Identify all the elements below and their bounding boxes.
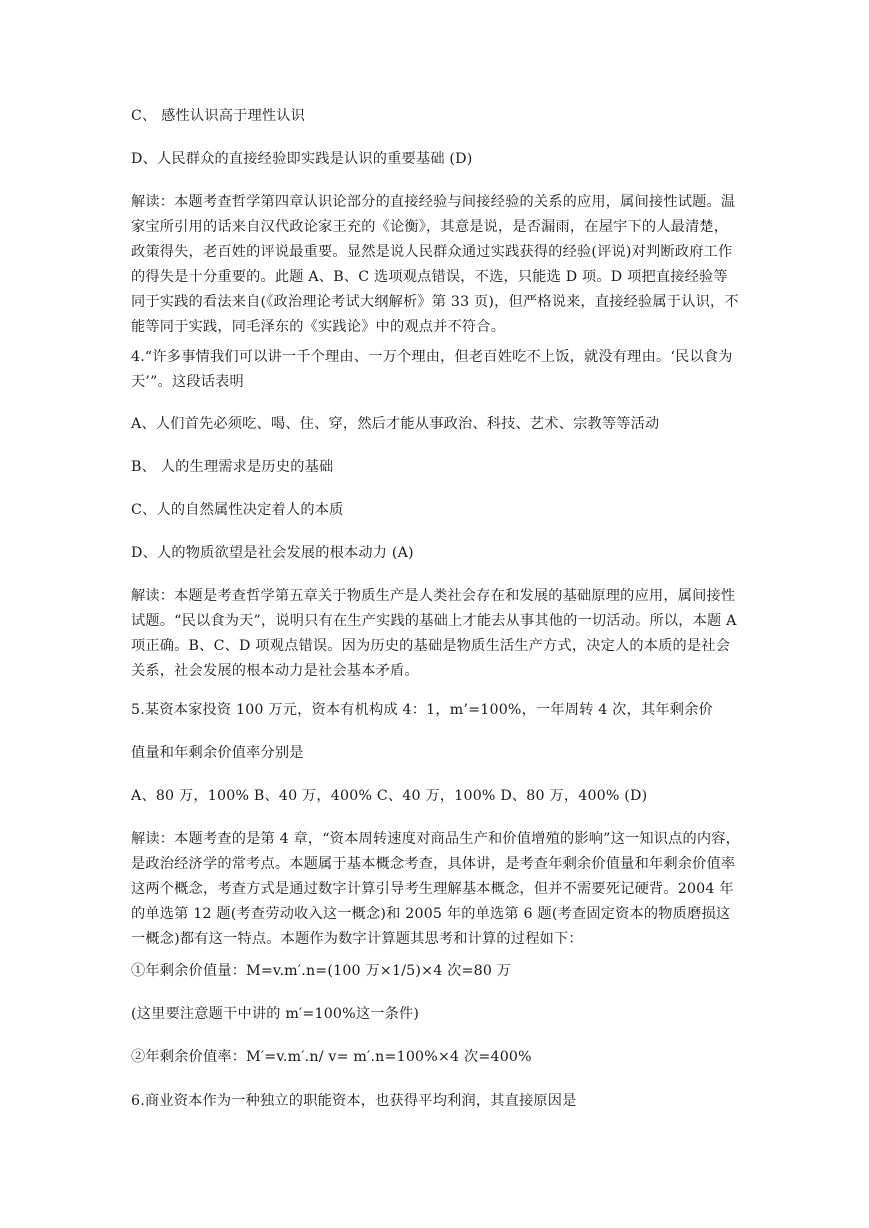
calc-step-2: ②年剩余价值率：M′=v.m′.n/ v= m′.n=100%×4 次=400%	[131, 1049, 532, 1065]
option-b-q4: B、 人的生理需求是历史的基础	[131, 459, 334, 475]
explanation-q3: 解读：本题考查哲学第四章认识论部分的直接经验与间接经验的关系的应用，属间接性试题。温家宝所引用的话来自汉代政论家王充的《论衡》，其意是说，是否漏雨，在屋宇下的人最清楚，政策得失，老百姓的评说最重要。显然是说人民群众通过实践获得的经验(评说)对判断政府工作的得失是十分重要的。此题 A、B、C 选项观点错误，不选，只能选 D 项。D 项把直接经验等同于实践的看法来自(《政治理论考试大纲解析》第 33 页)，但严格说来，直接经验属于认识，不能等同于实践，同毛泽东的《实践论》中的观点并不符合。	[131, 194, 739, 335]
option-d-q3: D、人民群众的直接经验即实践是认识的重要基础 (D)	[131, 151, 473, 167]
question-6: 6.商业资本作为一种独立的职能资本，也获得平均利润，其直接原因是	[131, 1093, 577, 1109]
question-5-line1: 5.某资本家投资 100 万元，资本有机构成 4：1，m’=100%，一年周转 4 次，其年剩余价	[131, 702, 713, 718]
explanation-q5: 解读：本题考查的是第 4 章，“资本周转速度对商品生产和价值增殖的影响”这一知识点的内容，是政治经济学的常考点。本题属于基本概念考查，具体讲，是考查年剩余价值量和年剩余价值率这两个概念，考查方式是通过数字计算引导考生理解基本概念，但并不需要死记硬背。2004 年的单选第 12 题(考查劳动收入这一概念)和 2005 年的单选第 6 题(考查固定资本的物质磨损这一概念)都有这一特点。本题作为数字计算题其思考和计算的过程如下：	[131, 831, 741, 947]
calc-step-1: ①年剩余价值量：M=v.m′.n=(100 万×1/5)×4 次=80 万	[131, 963, 512, 979]
option-a-q4: A、人们首先必须吃、喝、住、穿，然后才能从事政治、科技、艺术、宗教等等活动	[131, 416, 660, 432]
question-4: 4.“许多事情我们可以讲一千个理由、一万个理由，但老百姓吃不上饭，就没有理由。‘民以食为天’”。这段话表明	[131, 349, 733, 390]
option-d-q4: D、人的物质欲望是社会发展的根本动力 (A)	[131, 545, 414, 561]
options-q5: A、80 万，100% B、40 万，400% C、40 万，100% D、80 万，400% (D)	[131, 788, 648, 804]
explanation-q4: 解读：本题是考查哲学第五章关于物质生产是人类社会存在和发展的基础原理的应用，属间接性试题。“民以食为天”，说明只有在生产实践的基础上才能去从事其他的一切活动。所以，本题 A 项正确。B、C、D 项观点错误。因为历史的基础是物质生活生产方式，决定人的本质的是社会关系，社会发展的根本动力是社会基本矛盾。	[131, 588, 737, 679]
option-c-q4: C、人的自然属性决定着人的本质	[131, 502, 344, 518]
calc-note: (这里要注意题干中讲的 m′=100%这一条件)	[131, 1006, 420, 1022]
option-c-q3: C、 感性认识高于理性认识	[131, 108, 306, 124]
question-5-line2: 值量和年剩余价值率分别是	[131, 745, 304, 761]
